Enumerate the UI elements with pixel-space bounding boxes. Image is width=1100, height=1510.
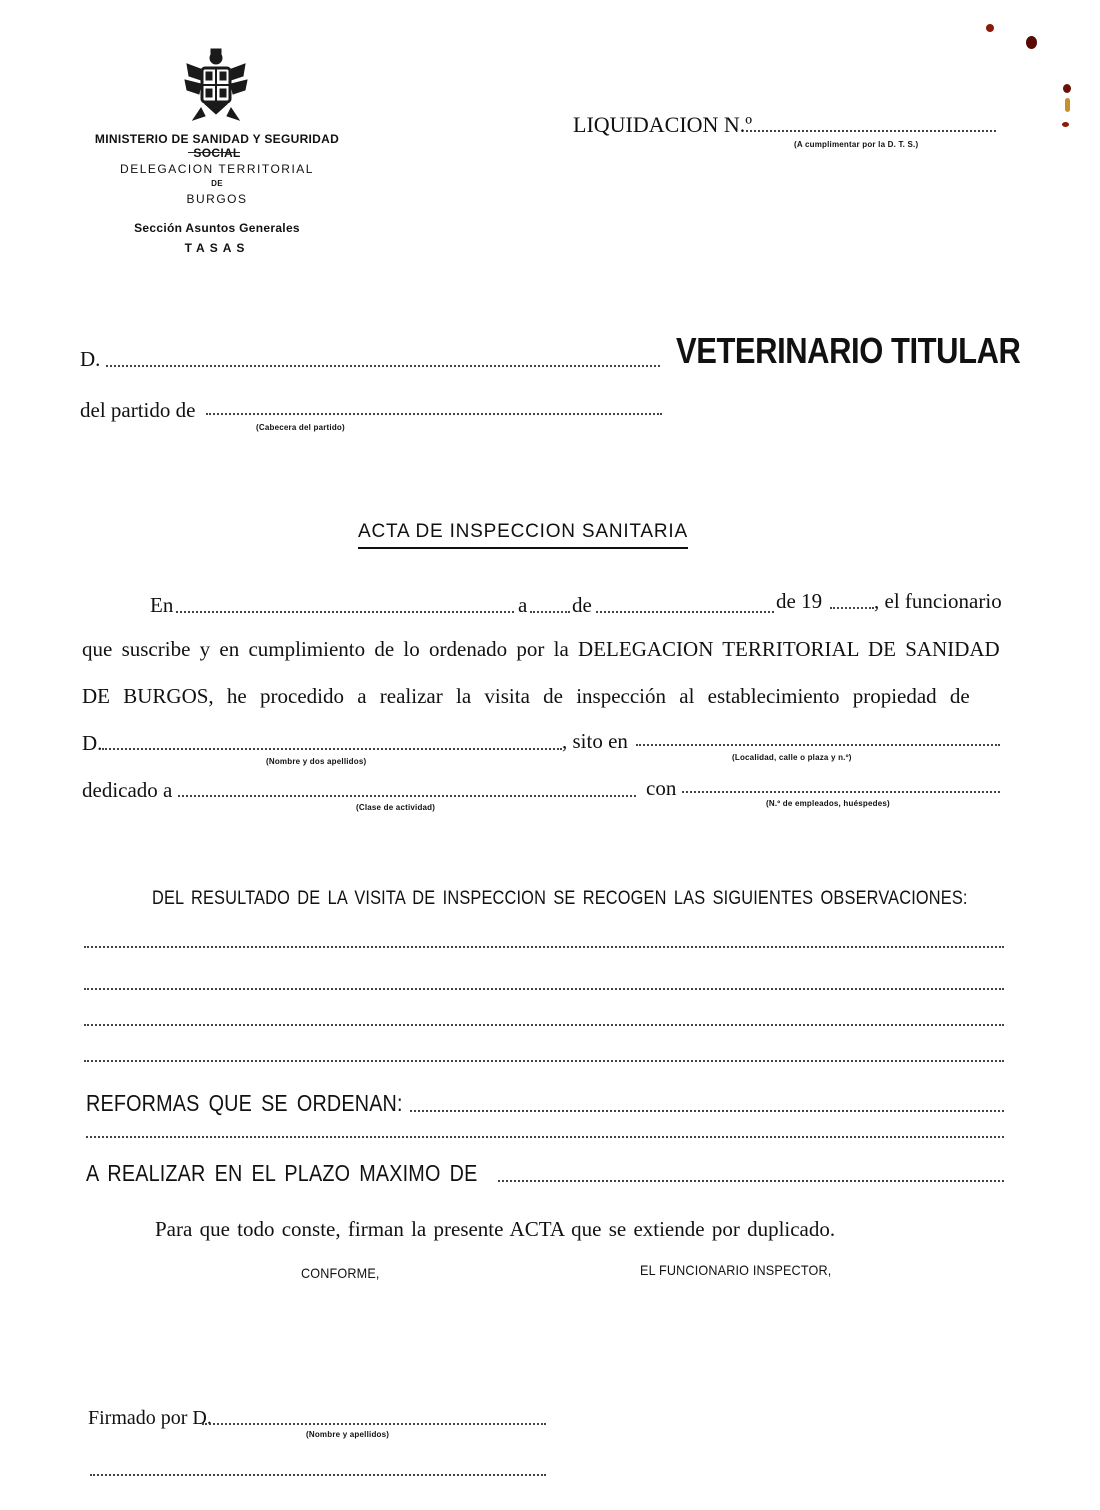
employees-field[interactable] [682, 791, 1000, 793]
reformas-label: REFORMAS QUE SE ORDENAN: [86, 1090, 403, 1116]
funcionario-text: , el funcionario [874, 589, 1002, 613]
partido-label: del partido de [80, 398, 196, 422]
firmado-field[interactable] [202, 1423, 546, 1425]
subsection-name: TASAS [184, 241, 250, 255]
ink-stain [1026, 36, 1037, 49]
closing-text: Para que todo conste, firman la presente ACTA que se extiende por duplicado. [155, 1217, 836, 1241]
day-field[interactable] [530, 611, 570, 613]
section-name: Sección Asuntos Generales [134, 221, 300, 235]
header-divider [188, 152, 240, 153]
ink-stain [986, 24, 994, 32]
en-label: En [150, 593, 174, 617]
location-hint: (Localidad, calle o plaza y n.º) [732, 753, 852, 762]
delegation-line-2: DE [211, 179, 223, 188]
employees-hint: (N.º de empleados, huéspedes) [766, 799, 890, 808]
ink-stain [1065, 98, 1070, 112]
year-field[interactable] [830, 607, 874, 609]
owner-name-hint: (Nombre y dos apellidos) [266, 757, 367, 766]
month-field[interactable] [596, 611, 774, 613]
owner-d-label: D. [82, 731, 103, 755]
activity-hint: (Clase de actividad) [356, 803, 436, 812]
conforme-label: CONFORME, [301, 1265, 380, 1281]
en-place-field[interactable] [176, 611, 514, 613]
dedicado-label: dedicado a [82, 778, 173, 802]
location-field[interactable] [636, 744, 1000, 746]
liquidacion-field[interactable] [746, 130, 996, 132]
owner-name-field[interactable] [102, 748, 562, 750]
ink-stain [1063, 84, 1071, 93]
observation-line-3[interactable] [84, 1024, 1004, 1026]
reformas-line-2[interactable] [86, 1136, 1004, 1138]
vet-title: VETERINARIO TITULAR [676, 330, 1021, 371]
plazo-field[interactable] [498, 1180, 1004, 1182]
observation-line-2[interactable] [84, 988, 1004, 990]
inspector-label: EL FUNCIONARIO INSPECTOR, [640, 1262, 832, 1278]
a-label: a [518, 593, 528, 617]
ministry-name: MINISTERIO DE SANIDAD Y SEGURIDAD SOCIAL [94, 132, 340, 160]
partido-hint: (Cabecera del partido) [256, 423, 345, 432]
liquidacion-hint: (A cumplimentar por la D. T. S.) [794, 140, 919, 149]
reformas-field[interactable] [410, 1110, 1004, 1112]
acta-line-2 [82, 637, 1000, 662]
vet-name-field[interactable] [106, 365, 660, 367]
acta-title: ACTA DE INSPECCION SANITARIA [358, 521, 688, 549]
ink-stain [1062, 122, 1069, 127]
observations-heading: DEL RESULTADO DE LA VISITA DE INSPECCION SE RECOGEN LAS SIGUIENTES OBSERVACIONES: [152, 888, 968, 909]
observation-line-1[interactable] [84, 946, 1004, 948]
firmado-line-2[interactable] [90, 1474, 546, 1476]
acta-line-3 [82, 684, 970, 709]
liquidacion-label: LIQUIDACION N.º [573, 112, 753, 137]
plazo-label: A REALIZAR EN EL PLAZO MAXIMO DE [86, 1160, 478, 1186]
sito-label: , sito en [562, 729, 628, 753]
coat-of-arms-icon [183, 46, 249, 126]
firmado-label: Firmado por D. [88, 1407, 212, 1429]
delegation-line-1: DELEGACION TERRITORIAL [120, 162, 314, 176]
acta-line-2-text: que suscribe y en cumplimiento de lo ordenado por la DELEGACION TERRITORIAL DE SANIDAD [82, 637, 1000, 661]
firmado-hint: (Nombre y apellidos) [306, 1430, 390, 1439]
delegation-line-3: BURGOS [186, 192, 248, 206]
observation-line-4[interactable] [84, 1060, 1004, 1062]
acta-line-3-text: DE BURGOS, he procedido a realizar la visita de inspección al establecimiento propiedad de [82, 684, 970, 708]
de19-label: de 19 [776, 589, 823, 613]
partido-field[interactable] [206, 413, 662, 415]
vet-d-label: D. [80, 347, 101, 371]
de-label: de [572, 593, 592, 617]
activity-field[interactable] [178, 795, 636, 797]
con-label: con [646, 776, 677, 800]
